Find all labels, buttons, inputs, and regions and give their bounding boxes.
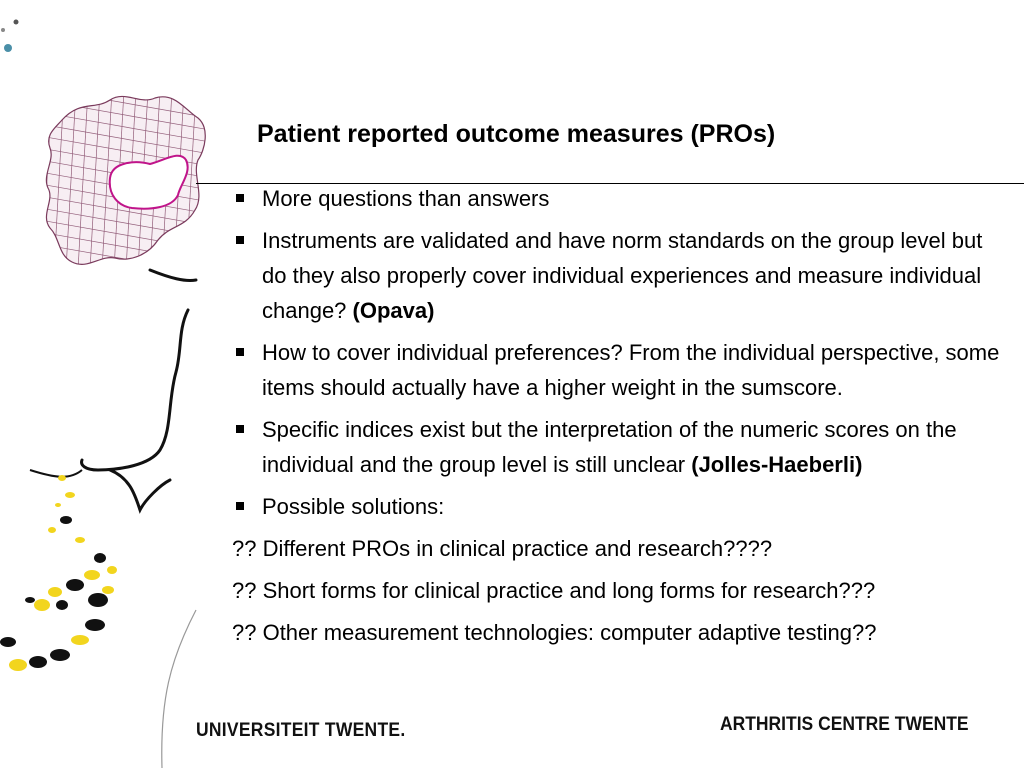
bullet-text: Possible solutions:	[262, 494, 445, 519]
bullet-text: More questions than answers	[262, 186, 550, 211]
wavy-line	[82, 270, 196, 510]
speck-icon	[4, 44, 12, 52]
bullet-square-icon	[236, 425, 244, 433]
bullet-item	[232, 223, 1012, 328]
bullet-text: How to cover individual preferences? From the individual perspective, some items should actually have a higher weight in the sumscore.	[262, 340, 1000, 400]
bullet-square-icon	[236, 236, 244, 244]
bullet-square-icon	[236, 348, 244, 356]
wavy-line-tail	[30, 470, 82, 477]
bullet-item	[232, 489, 1012, 524]
bullet-text: Specific indices exist but the interpretation of the numeric scores on the individual and the group level is still unclear	[262, 417, 957, 477]
arthritis-centre-logo: ARTHRITIS CENTRE TWENTE	[720, 714, 969, 735]
university-logo: UNIVERSITEIT TWENTE.	[196, 720, 406, 741]
dots-cluster	[0, 475, 117, 671]
arc-line	[162, 610, 196, 768]
solution-line: ?? Different PROs in clinical practice and research????	[232, 536, 773, 561]
bullet-item	[232, 335, 1012, 405]
speck-icon	[1, 28, 5, 32]
slide-content	[232, 181, 1012, 657]
bullet-reference: (Opava)	[352, 298, 435, 323]
bullet-reference: (Jolles-Haeberli)	[691, 452, 863, 477]
speck-icon	[14, 20, 19, 25]
solution-line: ?? Other measurement technologies: computer adaptive testing??	[232, 620, 877, 645]
slide-title: Patient reported outcome measures (PROs)	[257, 120, 776, 148]
bullet-item	[232, 181, 1012, 216]
bullet-item	[232, 412, 1012, 482]
solution-line: ?? Short forms for clinical practice and long forms for research???	[232, 578, 876, 603]
bullet-square-icon	[236, 194, 244, 202]
bullet-square-icon	[236, 502, 244, 510]
bullet-text: Instruments are validated and have norm standards on the group level but do they also properly cover individual experiences and measure individual change?	[262, 228, 983, 323]
